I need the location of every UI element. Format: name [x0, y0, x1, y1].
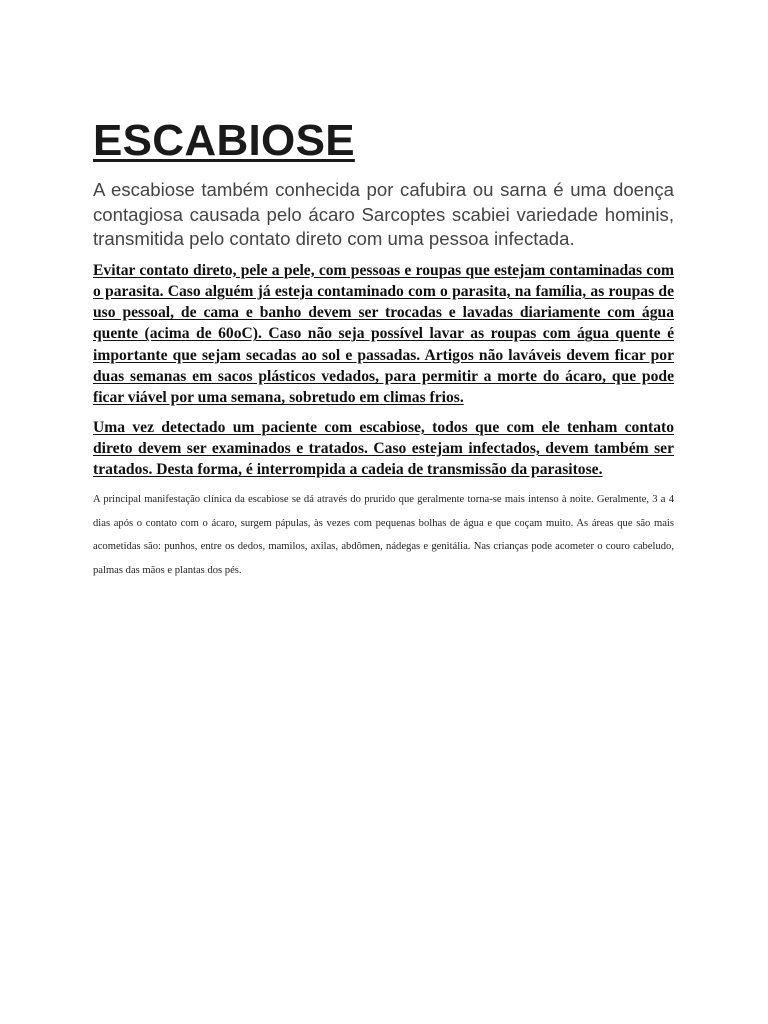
document-title: ESCABIOSE: [93, 116, 355, 165]
intro-paragraph: A escabiose também conhecida por cafubira ou sarna é uma doença contagiosa causada pelo ácaro Sarcoptes scabiei variedade hominis, transmitida pelo contato direto com uma pessoa infectada.: [93, 179, 674, 249]
prevention-paragraph: Evitar contato direto, pele a pele, com pessoas e roupas que estejam contaminadas com o parasita. Caso alguém já esteja contaminado com o parasita, na família, as roupas de uso pessoal, de cama e banho devem ser trocadas e lavadas diariamente com água quente (acima de 60oC). Caso não seja possível lavar as roupas com água quente é importante que sejam secadas ao sol e passadas. Artigos não laváveis devem ficar por duas semanas em sacos plásticos vedados, para permitir a morte do ácaro, que pode ficar viável por uma semana, sobretudo em climas frios.: [93, 261, 674, 407]
contacts-paragraph: Uma vez detectado um paciente com escabiose, todos que com ele tenham contato direto devem ser examinados e tratados. Caso estejam infectados, devem também ser tratados. Desta forma, é interrompida a cadeia de transmissão da parasitose.: [93, 418, 674, 479]
document-page: [93, 112, 674, 582]
symptoms-paragraph: A principal manifestação clínica da escabiose se dá através do prurido que geralmente torna-se mais intenso à noite. Geralmente, 3 a 4 dias após o contato com o ácaro, surgem pápulas, às vezes com pequenas bolhas de água e que coçam muito. As áreas que são mais acometidas são: punhos, entre os dedos, mamilos, axilas, abdômen, nádegas e genitália. Nas crianças pode acometer o couro cabeludo, palmas das mãos e plantas dos pés.: [93, 494, 674, 576]
